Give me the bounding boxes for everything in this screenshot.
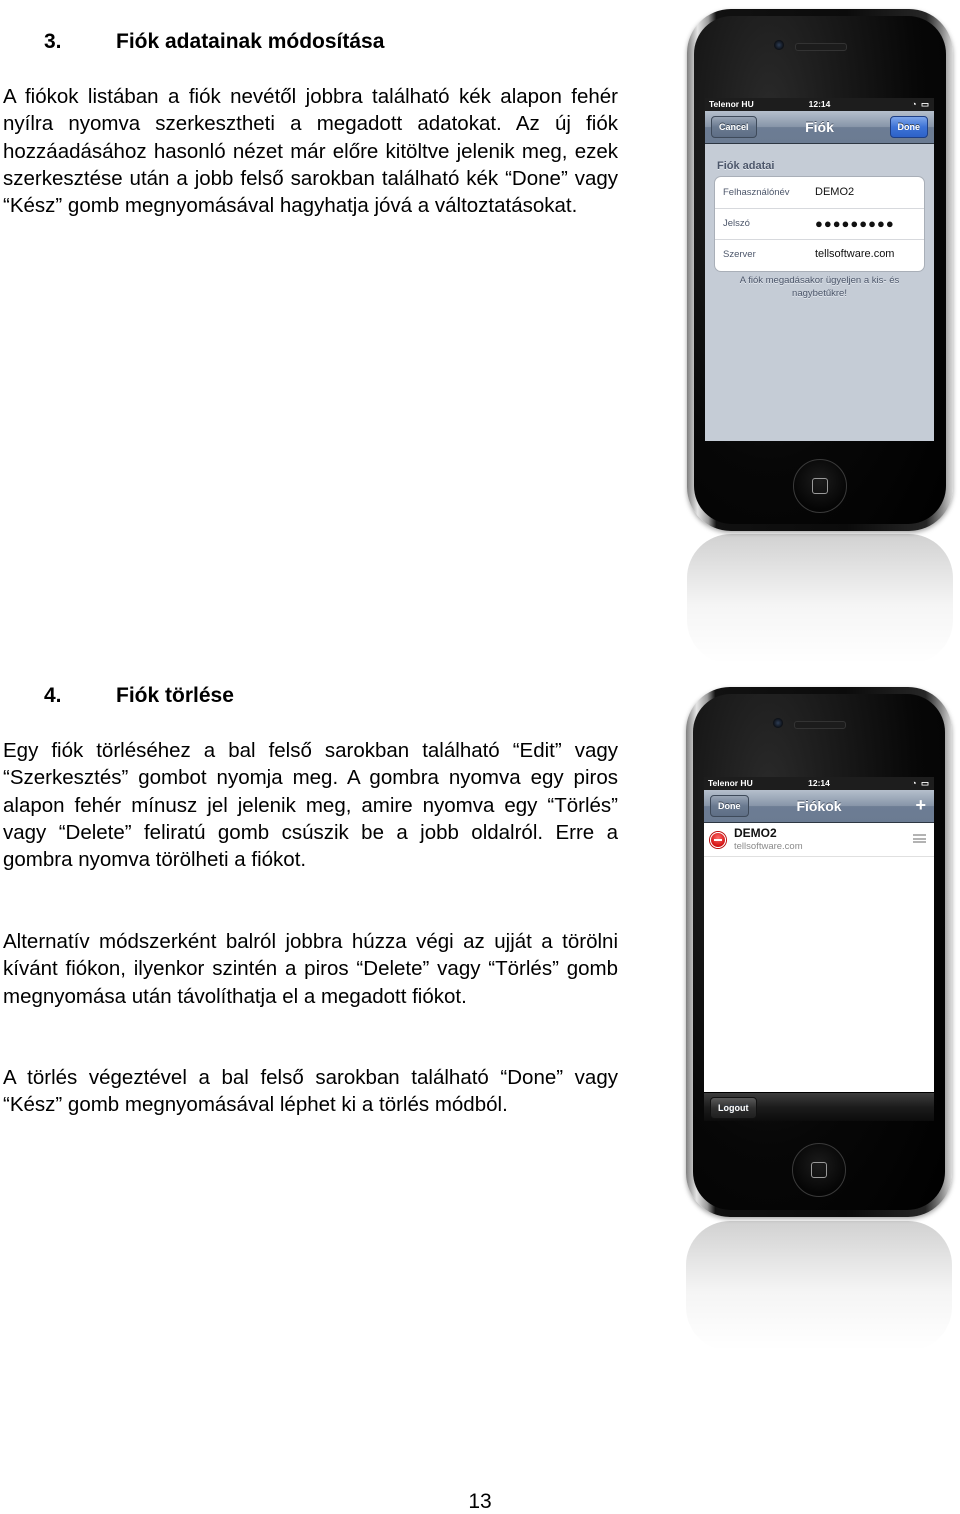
server-field[interactable]: tellsoftware.com: [815, 248, 895, 260]
account-server: tellsoftware.com: [734, 841, 803, 852]
clock-label: 12:14: [808, 99, 831, 109]
earpiece: [795, 43, 847, 51]
battery-icon: ◔ ▭: [911, 99, 930, 109]
account-name: DEMO2: [734, 826, 777, 840]
server-row[interactable]: [715, 239, 924, 270]
reorder-handle-icon[interactable]: [913, 834, 926, 843]
done-button[interactable]: Done: [710, 795, 749, 817]
home-button: [792, 1143, 846, 1197]
section-4-heading: [44, 684, 234, 708]
page-number: 13: [468, 1490, 492, 1513]
status-bar: [704, 777, 934, 790]
phone-mockup-account-edit: [687, 9, 953, 531]
navigation-bar: [705, 111, 934, 144]
username-label: Felhasználónév: [723, 187, 790, 198]
section-4-paragraph-2: Alternatív módszerként balról jobbra húzza végi az ujját a törölni kívánt fiókon, ilyenkor szintén a piros “Delete” vagy “Törlés” gomb megnyomása után távolíthatja el a megadott fiókot.: [3, 930, 618, 1008]
password-label: Jelszó: [723, 218, 750, 229]
section-3-heading: [44, 30, 384, 54]
navigation-bar: [704, 790, 934, 823]
phone-reflection: [687, 534, 953, 664]
logout-button[interactable]: Logout: [710, 1097, 757, 1119]
section-header: Fiók adatai: [717, 160, 775, 172]
phone-reflection: [686, 1221, 952, 1351]
clock-label: 12:14: [808, 778, 830, 788]
section-4-paragraph-1: Egy fiók törléséhez a bal felső sarokban található “Edit” vagy “Szerkesztés” gombot nyomja meg. A gombra nyomva egy piros alapon fehér mínusz jel jelenik meg, amire nyomva egy “Törlés” vagy “Delete” feliratú gomb csúszik be a jobb oldalról. Erre a gombra nyomva törölheti a fiókot.: [3, 739, 618, 872]
home-square-icon: [811, 1162, 827, 1178]
delete-minus-icon[interactable]: [710, 832, 726, 848]
done-button[interactable]: Done: [890, 116, 929, 138]
username-row[interactable]: [715, 177, 924, 209]
carrier-label: Telenor HU: [709, 99, 754, 109]
phone-mockup-account-list: [686, 687, 952, 1217]
earpiece: [794, 721, 846, 729]
home-button: [793, 459, 847, 513]
section-4-number: 4.: [44, 684, 62, 707]
section-4-paragraph-3: A törlés végeztével a bal felső sarokban található “Done” vagy “Kész” gomb megnyomásával léphet ki a törlés módból.: [3, 1066, 618, 1117]
section-3-paragraph: A fiókok listában a fiók nevétől jobbra található kék alapon fehér nyílra nyomva szerkesztheti a megadott adatokat. Az új fiók hozzáadásához hasonló nézet már előre kitöltve jelenik meg, ezek szerkesztése után a jobb felső sarokban található kék “Done” vagy “Kész” gomb megnyomásával hagyhatja jóvá a változtatásokat.: [3, 85, 618, 218]
phone-screen: [705, 98, 934, 441]
section-4-title: Fiók törlése: [116, 684, 234, 707]
front-camera-icon: [773, 718, 783, 728]
section-3-title: Fiók adatainak módosítása: [116, 30, 385, 53]
front-camera-icon: [774, 40, 784, 50]
battery-icon: ◔ ▭: [911, 778, 930, 788]
account-form: [714, 176, 925, 272]
bottom-toolbar: [704, 1092, 934, 1121]
section-3-number: 3.: [44, 30, 62, 53]
carrier-label: Telenor HU: [708, 778, 753, 788]
password-field[interactable]: ●●●●●●●●●: [815, 216, 895, 231]
phone-screen: [704, 777, 934, 1121]
case-sensitivity-note: A fiók megadásakor ügyeljen a kis- és nagybetűkre!: [739, 275, 900, 299]
add-account-button[interactable]: +: [915, 795, 926, 815]
list-item[interactable]: [704, 823, 934, 857]
account-list: [704, 823, 934, 1093]
nav-title: Fiók: [805, 119, 834, 135]
username-field[interactable]: DEMO2: [815, 186, 855, 198]
password-row[interactable]: [715, 208, 924, 240]
cancel-button[interactable]: Cancel: [711, 116, 757, 138]
server-label: Szerver: [723, 249, 756, 260]
home-square-icon: [812, 478, 828, 494]
status-bar: [705, 98, 934, 111]
nav-title: Fiókok: [796, 798, 842, 814]
